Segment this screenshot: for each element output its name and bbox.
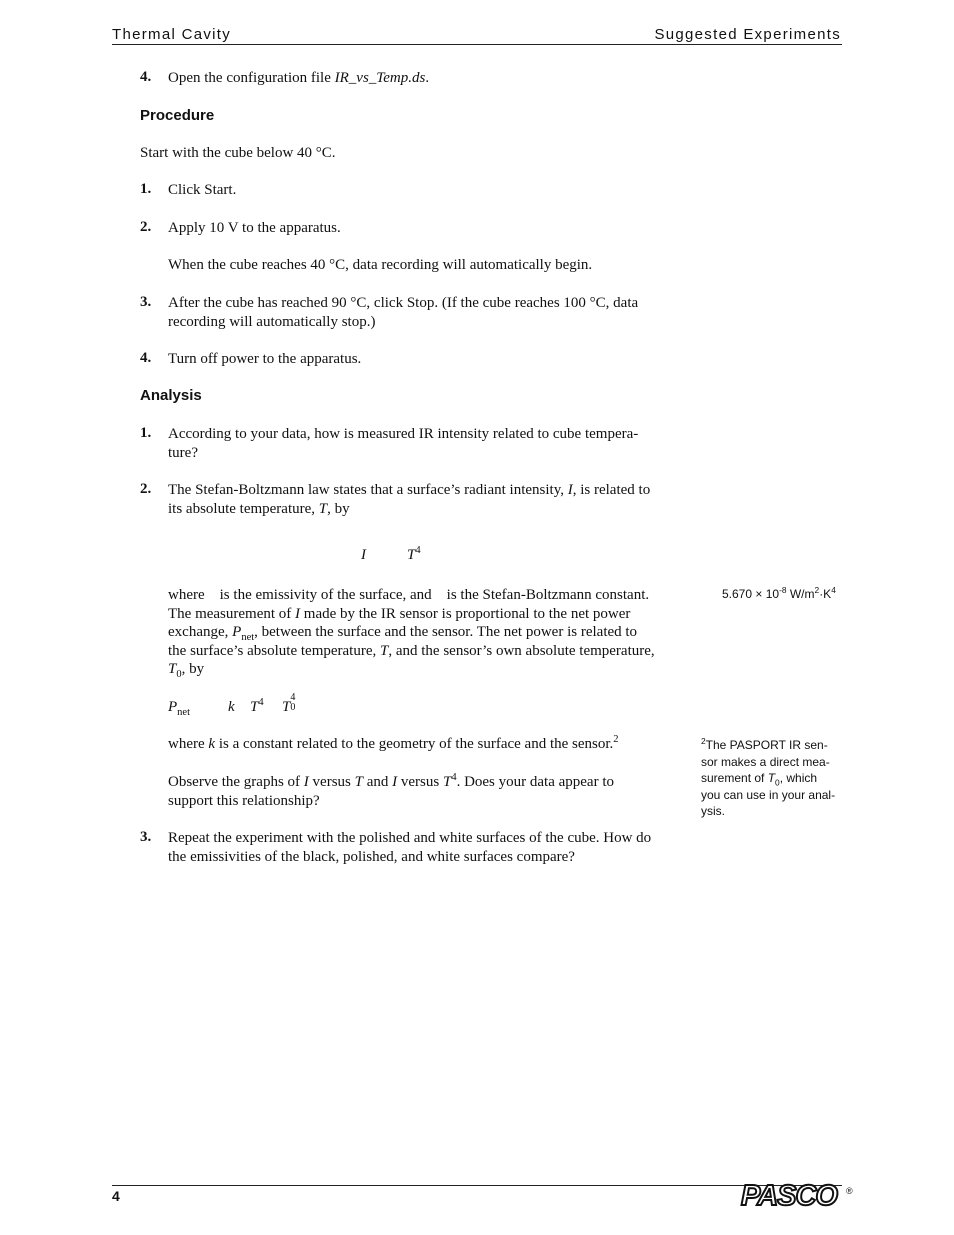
procedure-step-number: 3. xyxy=(140,294,152,310)
equation-intensity-I: I xyxy=(361,547,366,563)
analysis-question-number: 2. xyxy=(140,481,152,497)
procedure-step-note: When the cube reaches 40 °C, data recording will automatically begin. xyxy=(168,257,593,273)
observe-graphs-paragraph: Observe the graphs of I versus T and I versus $T^4$. Does your data appear to support this relationship? xyxy=(168,772,615,809)
footer-rule xyxy=(112,1185,842,1186)
equation-constant-k: k xyxy=(228,699,235,715)
geometry-constant-sentence: where k is a constant related to the geometry of the surface and the sensor.$^2$ xyxy=(168,734,619,752)
analysis-heading: Analysis xyxy=(140,387,202,404)
procedure-heading: Procedure xyxy=(140,107,215,124)
analysis-question-number: 1. xyxy=(140,425,152,441)
equation-net-power-P: $P_{net}$ xyxy=(168,699,190,718)
running-header-section: Suggested Experiments xyxy=(654,26,841,43)
footnote-reference: 2 xyxy=(613,734,619,745)
procedure-step-text: Turn off power to the apparatus. xyxy=(168,351,362,367)
config-file-name: IR_vs_Temp.ds xyxy=(334,70,426,86)
analysis-question-text: Repeat the experiment with the polished and white surfaces of the cube. How do the emissivities of the black, polished, and white surfaces compare? xyxy=(168,830,652,865)
procedure-step-text: Click Start. xyxy=(168,182,237,198)
footnote-sidebar: $^2$The PASPORT IR sen- sor makes a direct mea- surement of $T_0$, which you can use in your anal- ysis. xyxy=(701,736,836,818)
procedure-intro: Start with the cube below 40 °C. xyxy=(140,145,336,161)
pasco-logo: PASCO xyxy=(741,1180,837,1212)
analysis-question-text: The Stefan-Boltzmann law states that a surface’s radiant intensity, I, is related to its absolute temperature, T, by xyxy=(168,482,651,517)
setup-step-number: 4. xyxy=(140,69,152,85)
analysis-question-text: According to your data, how is measured IR intensity related to cube tempera- ture? xyxy=(168,426,639,461)
procedure-step-text: Apply 10 V to the apparatus. xyxy=(168,220,341,236)
explanation-paragraph: where is the emissivity of the surface, and is the Stefan-Boltzmann constant. The measurement of I made by the IR sensor is proportional to the net power exchange, $P_{net}$, between the surface and the sensor. The net power is related to the surface’s absolute temperature, T, and the sensor’s own absolute temperature, $T_0$, by xyxy=(168,587,655,680)
setup-step-text: Open the configuration file IR_vs_Temp.ds. xyxy=(168,70,430,86)
equation-surface-T4: $T^4$ xyxy=(250,697,264,715)
procedure-step-text: After the cube has reached 90 °C, click Stop. (If the cube reaches 100 °C, data recording will automatically stop.) xyxy=(168,295,639,330)
equation-sensor-T0-4: T4 0 xyxy=(282,692,296,715)
procedure-step-number: 2. xyxy=(140,219,152,235)
header-rule xyxy=(112,44,842,45)
running-header-title: Thermal Cavity xyxy=(112,26,232,43)
equation-temperature-T4: $T^4$ xyxy=(407,545,421,563)
footnote-mark: 2 xyxy=(701,736,706,746)
procedure-step-number: 1. xyxy=(140,181,152,197)
procedure-step-number: 4. xyxy=(140,350,152,366)
stefan-boltzmann-constant-note: $5.670 \times 10^{-8}$ $W/m^2\cdot K^4$ xyxy=(722,585,836,601)
analysis-question-number: 3. xyxy=(140,829,152,845)
registered-mark: ® xyxy=(846,1186,853,1196)
page-number: 4 xyxy=(112,1188,120,1204)
